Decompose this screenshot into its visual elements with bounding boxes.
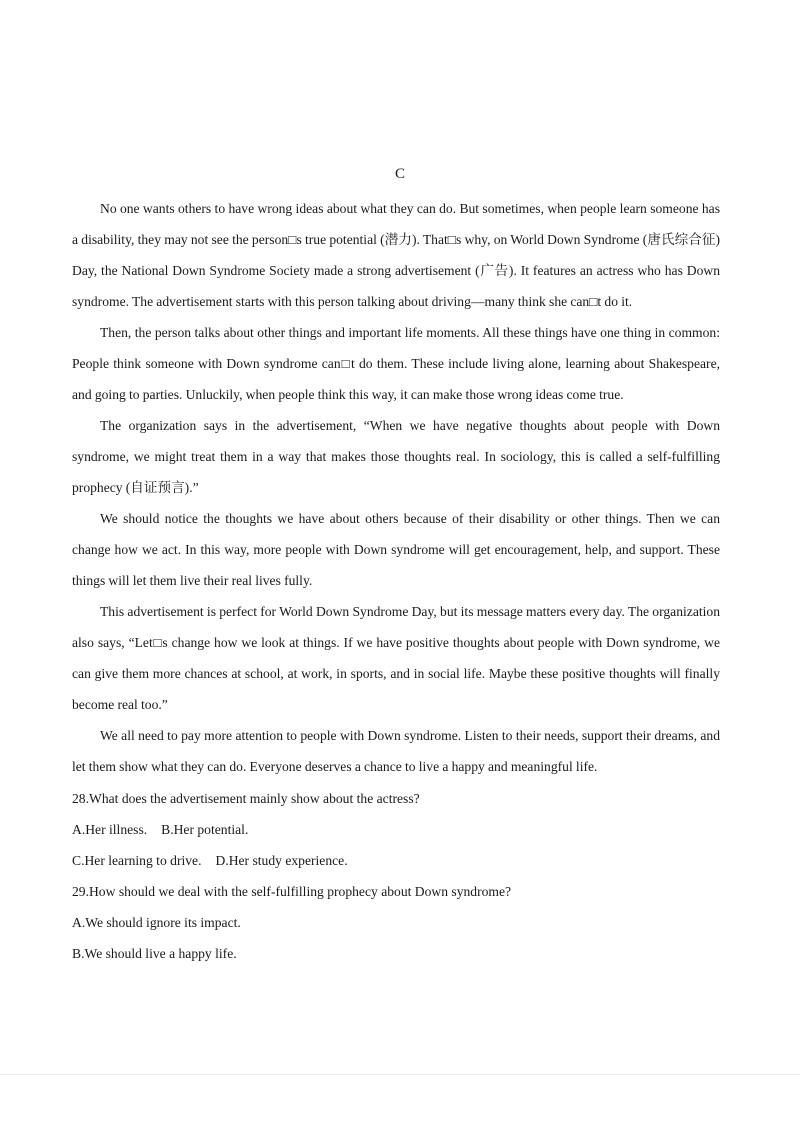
question-28-option-d: D.Her study experience. bbox=[215, 853, 348, 868]
question-29-option-a: A.We should ignore its impact. bbox=[72, 915, 241, 930]
question-28-stem: 28.What does the advertisement mainly show about the actress? bbox=[72, 791, 420, 806]
question-29-stem: 29.How should we deal with the self-fulfilling prophecy about Down syndrome? bbox=[72, 884, 512, 899]
passage-paragraph-1: No one wants others to have wrong ideas about what they can do. But sometimes, when people learn someone has a disability, they may not see the person□s true potential (潜力). That□s why, on World Down Syndrome (唐氏综合征) Day, the National Down Syndrome Society made a strong advertisement (广告). It features an actress who has Down syndrome. The advertisement starts with this person talking about driving—many think she can□t do it. bbox=[72, 201, 720, 309]
question-29-option-b: B.We should live a happy life. bbox=[72, 946, 237, 961]
passage-paragraph-5: This advertisement is perfect for World Down Syndrome Day, but its message matters every day. The organization also says, “Let□s change how we look at things. If we have positive thoughts about people with Down syndrome, we can give them more chances at school, at work, in sports, and in social life. Maybe these positive thoughts will finally become real too.” bbox=[72, 604, 720, 712]
passage-paragraph-2: Then, the person talks about other things and important life moments. All these things have one thing in common: People think someone with Down syndrome can□t do them. These include living alone, learning about Shakespeare, and going to parties. Unluckily, when people think this way, it can make those wrong ideas come true. bbox=[72, 325, 720, 402]
reading-passage bbox=[72, 193, 720, 782]
page-bottom-divider bbox=[0, 1074, 800, 1075]
question-28-options-row-2 bbox=[72, 845, 720, 876]
question-29-options-row-2 bbox=[72, 938, 720, 969]
question-28-options-row-1 bbox=[72, 814, 720, 845]
question-list bbox=[72, 783, 720, 969]
question-28-option-b: B.Her potential. bbox=[161, 822, 249, 837]
passage-paragraph-4: We should notice the thoughts we have about others because of their disability or other things. Then we can change how we act. In this way, more people with Down syndrome will get encouragement, help, and support. These things will let them live their real lives fully. bbox=[72, 511, 720, 588]
passage-paragraph-6: We all need to pay more attention to people with Down syndrome. Listen to their needs, support their dreams, and let them show what they can do. Everyone deserves a chance to live a happy and meaningful life. bbox=[72, 728, 720, 774]
question-29-options-row-1 bbox=[72, 907, 720, 938]
question-28-option-a: A.Her illness. bbox=[72, 822, 148, 837]
question-28-option-c: C.Her learning to drive. bbox=[72, 853, 202, 868]
section-letter: C bbox=[394, 166, 405, 182]
passage-paragraph-3: The organization says in the advertisement, “When we have negative thoughts about people with Down syndrome, we might treat them in a way that makes those thoughts real. In sociology, this is called a self-fulfilling prophecy (自证预言).” bbox=[72, 418, 720, 495]
